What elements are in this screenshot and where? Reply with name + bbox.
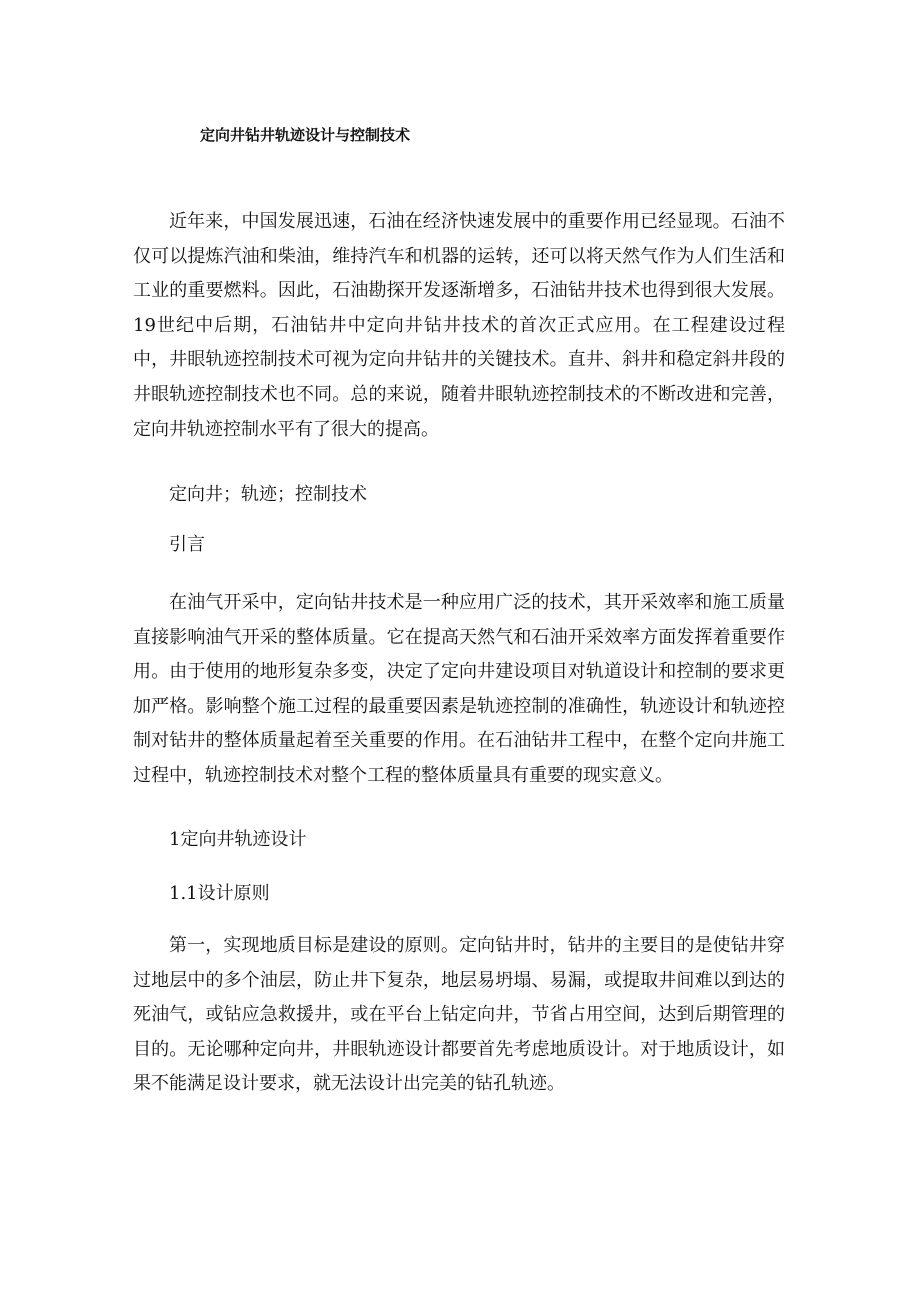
abstract-paragraph: 近年来，中国发展迅速，石油在经济快速发展中的重要作用已经显现。石油不仅可以提炼汽油和柴油，维持汽车和机器的运转，还可以将天然气作为人们生活和工业的重要燃料。因此，石油勘探开发逐渐增多，石油钻井技术也得到很大发展。19世纪中后期，石油钻井中定向井钻井技术的首次正式应用。在工程建设过程中，井眼轨迹控制技术可视为定向井钻井的关键技术。直井、斜井和稳定斜井段的井眼轨迹控制技术也不同。总的来说，随着井眼轨迹控制技术的不断改进和完善，定向井轨迹控制水平有了很大的提高。 — [133, 211, 785, 440]
keywords-line: 定向井；轨迹；控制技术 — [169, 484, 367, 505]
section-1-1-heading: 1.1设计原则 — [169, 883, 270, 904]
section-1-1-paragraph: 第一，实现地质目标是建设的原则。定向钻井时，钻井的主要目的是使钻井穿过地层中的多个油层，防止井下复杂，地层易坍塌、易漏，或提取井间难以到达的死油气，或钻应急救援井，或在平台上钻定向井，节省占用空间，达到后期管理的目的。无论哪种定向井，井眼轨迹设计都要首先考虑地质设计。对于地质设计，如果不能满足设计要求，就无法设计出完美的钻孔轨迹。 — [133, 935, 785, 1095]
document-title: 定向井钻井轨迹设计与控制技术 — [200, 126, 411, 144]
intro-paragraph: 在油气开采中，定向钻井技术是一种应用广泛的技术，其开采效率和施工质量直接影响油气开采的整体质量。它在提高天然气和石油开采效率方面发挥着重要作用。由于使用的地形复杂多变，决定了定向井建设项目对轨道设计和控制的要求更加严格。影响整个施工过程的最重要因素是轨迹控制的准确性，轨迹设计和轨迹控制对钻井的整体质量起着至关重要的作用。在石油钻井工程中，在整个定向井施工过程中，轨迹控制技术对整个工程的整体质量具有重要的现实意义。 — [133, 592, 785, 786]
intro-heading: 引言 — [169, 534, 205, 555]
section-1-heading: 1定向井轨迹设计 — [169, 829, 307, 850]
